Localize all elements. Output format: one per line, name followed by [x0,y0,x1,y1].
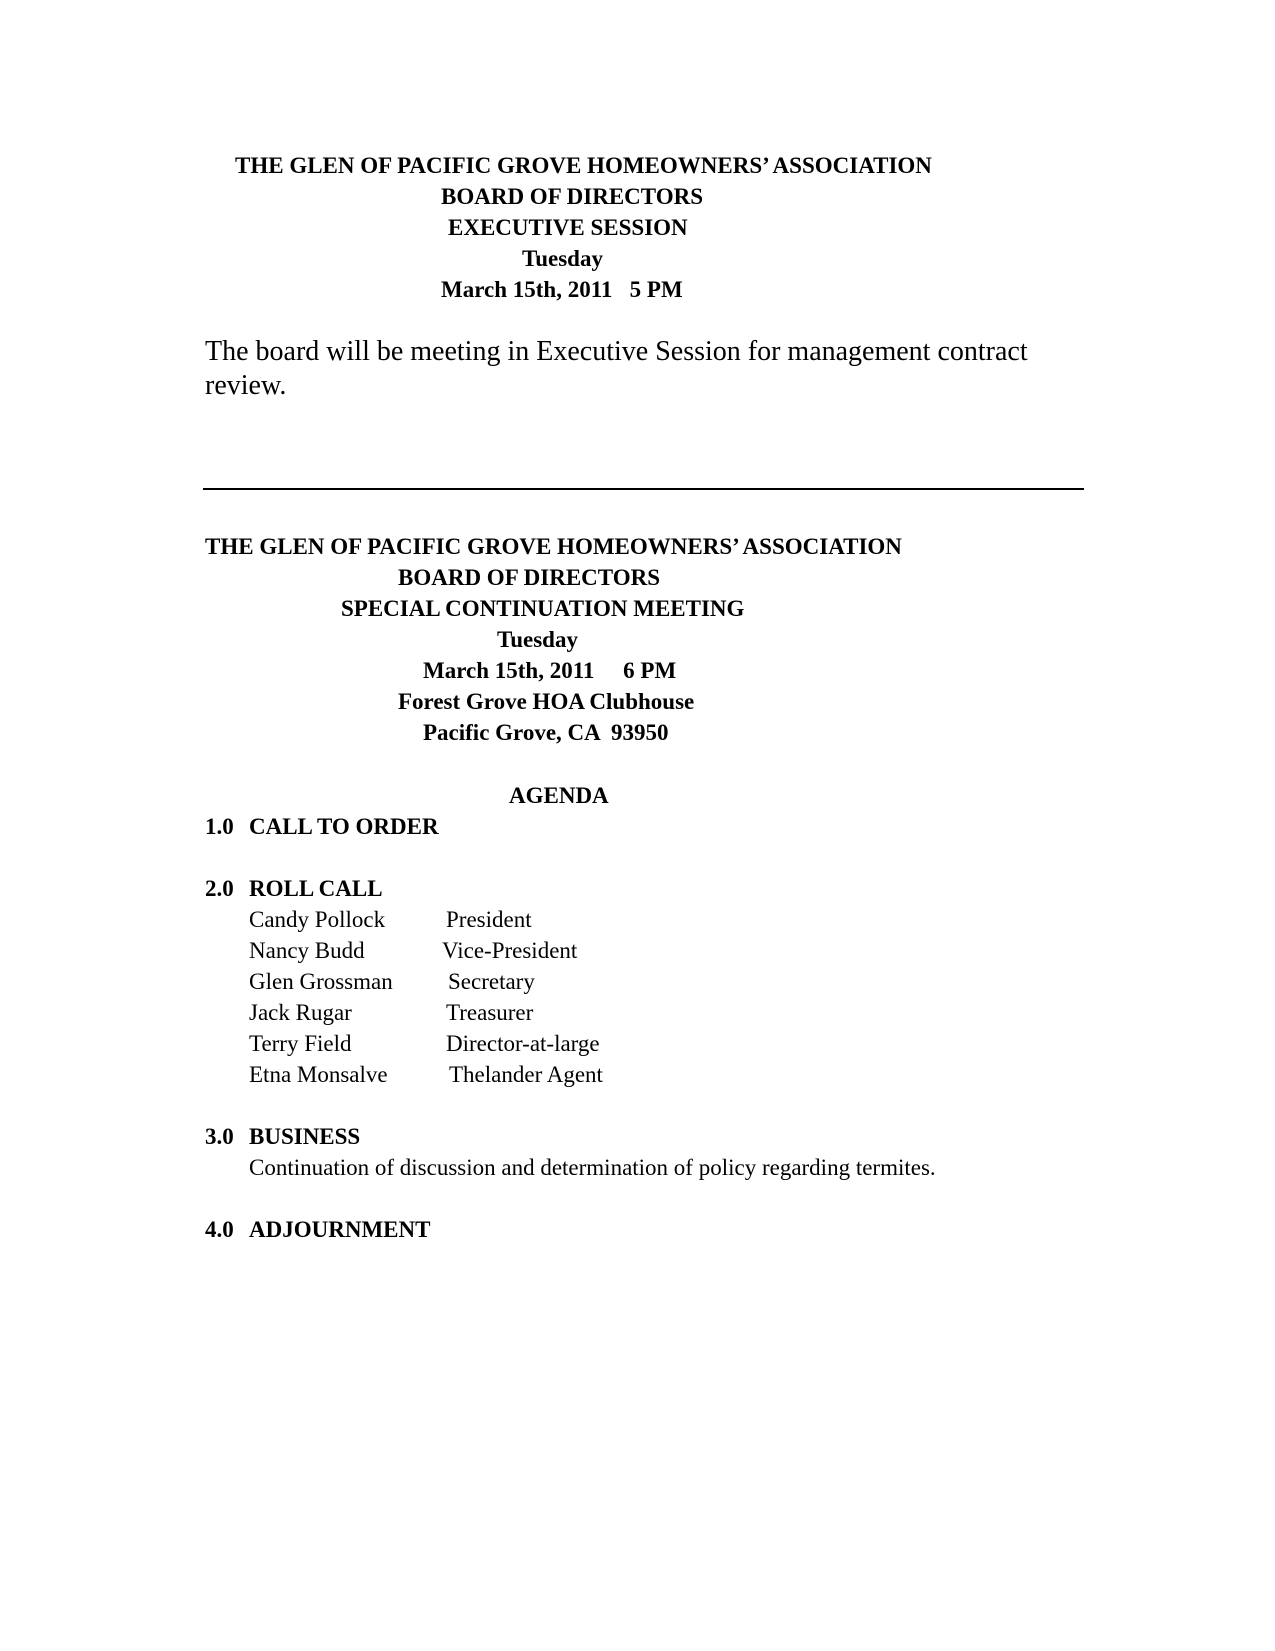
special-city: Pacific Grove, CA 93950 [423,720,669,745]
special-meeting-type: SPECIAL CONTINUATION MEETING [341,596,745,621]
exec-day: Tuesday [522,246,603,271]
agenda-item-call-to-order: CALL TO ORDER [249,814,439,839]
exec-notice-line-2: review. [205,370,287,401]
special-day: Tuesday [497,627,578,652]
agenda-item-number: 1.0 [205,814,234,839]
special-board-heading: BOARD OF DIRECTORS [398,565,660,590]
exec-board-heading: BOARD OF DIRECTORS [441,184,703,209]
agenda-item-number: 2.0 [205,876,234,901]
roll-call-role: Director-at-large [446,1031,600,1056]
agenda-title: AGENDA [509,783,609,808]
special-location: Forest Grove HOA Clubhouse [398,689,695,714]
roll-call-role: Treasurer [446,1000,534,1025]
roll-call-name: Terry Field [249,1031,352,1056]
exec-notice-line-1: The board will be meeting in Executive Session for management contract [205,336,1028,367]
special-date-time: March 15th, 2011 6 PM [423,658,677,683]
roll-call-name: Nancy Budd [249,938,365,963]
roll-call-name: Etna Monsalve [249,1062,388,1087]
exec-date-time: March 15th, 2011 5 PM [441,277,683,302]
agenda-item-number: 4.0 [205,1217,234,1242]
agenda-item-business: BUSINESS [249,1124,361,1149]
exec-meeting-type: EXECUTIVE SESSION [448,215,688,240]
section-divider [203,488,1084,490]
agenda-item-number: 3.0 [205,1124,234,1149]
roll-call-role: Secretary [448,969,535,994]
roll-call-role: President [446,907,532,932]
roll-call-name: Candy Pollock [249,907,386,932]
roll-call-role: Vice-President [442,938,578,963]
roll-call-name: Jack Rugar [249,1000,352,1025]
agenda-item-adjournment: ADJOURNMENT [249,1217,431,1242]
special-association-heading: THE GLEN OF PACIFIC GROVE HOMEOWNERS’ ASSOCIATION [205,534,902,559]
exec-association-heading: THE GLEN OF PACIFIC GROVE HOMEOWNERS’ ASSOCIATION [235,153,932,178]
roll-call-role: Thelander Agent [449,1062,603,1087]
roll-call-name: Glen Grossman [249,969,393,994]
agenda-item-roll-call: ROLL CALL [249,876,383,901]
business-description: Continuation of discussion and determination of policy regarding termites. [249,1155,936,1180]
